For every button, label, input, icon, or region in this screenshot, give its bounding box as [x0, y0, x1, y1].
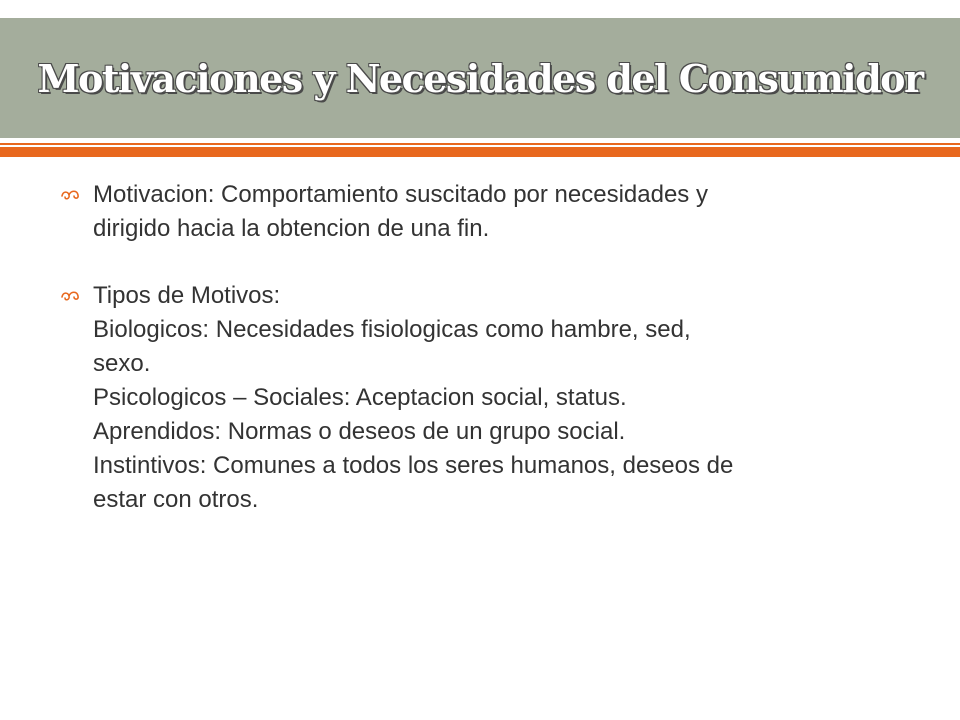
bullet-line: dirigido hacia la obtencion de una fin.: [93, 215, 490, 242]
slide-body: [60, 178, 920, 550]
bullet-line: Aprendidos: Normas o deseos de un grupo social.: [93, 418, 626, 445]
swirl-bullet-icon: [60, 288, 82, 304]
title-band: [0, 18, 960, 138]
slide-title: Motivaciones y Necesidades del Consumidor: [37, 55, 923, 101]
bullet-line: estar con otros.: [93, 486, 259, 513]
accent-rule-thin: [0, 143, 960, 145]
bullet-line: Tipos de Motivos:: [93, 282, 281, 309]
bullet-item: [60, 178, 920, 246]
bullet-item: [60, 279, 920, 517]
bullet-line: Instintivos: Comunes a todos los seres humanos, deseos de: [93, 452, 734, 479]
bullet-line: Motivacion: Comportamiento suscitado por necesidades y: [93, 181, 708, 208]
accent-rule-thick: [0, 147, 960, 157]
bullet-line: Psicologicos – Sociales: Aceptacion social, status.: [93, 384, 627, 411]
swirl-bullet-icon: [60, 187, 82, 203]
bullet-line: Biologicos: Necesidades fisiologicas como hambre, sed,: [93, 316, 691, 343]
bullet-line: sexo.: [93, 350, 151, 377]
